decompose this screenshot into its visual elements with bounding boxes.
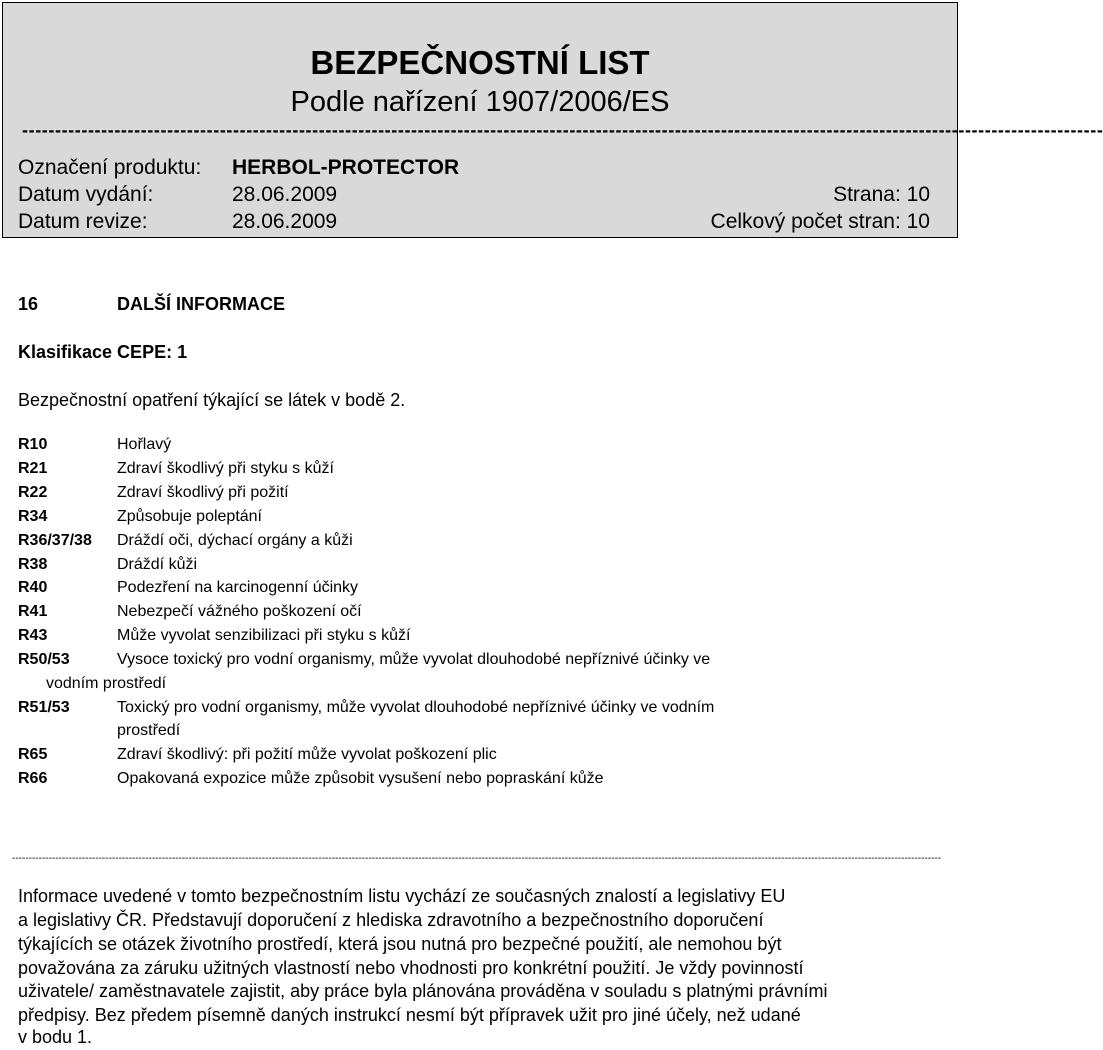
r-code: R38: [18, 556, 48, 573]
issue-date-label: Datum vydání:: [18, 183, 154, 206]
disclaimer-line: a legislativy ČR. Představují doporučení z hlediska zdravotního a bezpečnostního doporučení: [18, 910, 764, 930]
r-code: R21: [18, 460, 48, 477]
document-title: BEZPEČNOSTNÍ LIST: [310, 44, 650, 81]
r-description: Způsobuje poleptání: [117, 508, 262, 525]
issue-date: 28.06.2009: [232, 183, 338, 206]
section-number: 16: [18, 294, 39, 314]
page-number: Strana: 10: [833, 183, 930, 206]
r-code: R65: [18, 746, 48, 763]
r-description: Hořlavý: [117, 436, 172, 453]
r-code: R40: [18, 579, 48, 596]
r-description: Podezření na karcinogenní účinky: [117, 579, 359, 596]
section-title: DALŠÍ INFORMACE: [117, 294, 285, 314]
r-code: R43: [18, 627, 48, 644]
header-divider: --------------------------------------------------------------------------------------------------------------------------------------------------------------------: [22, 120, 1103, 140]
r-description: Opakovaná expozice může způsobit vysušení nebo popraskání kůže: [117, 770, 604, 787]
r-code: R10: [18, 436, 48, 453]
disclaimer-line: týkajících se otázek životního prostředí, která jsou nutná pro bezpečné použití, ale nemohou být: [18, 934, 782, 954]
r-description: Zdraví škodlivý při styku s kůží: [117, 460, 334, 477]
disclaimer-line: Informace uvedené v tomto bezpečnostním listu vychází ze současných znalostí a legislativy EU: [18, 886, 786, 906]
divider: ---------------------------------------------------------------------------------------------------------------------------------------------------------------------------------------------------------------------------------------------------------------------------------------: [12, 853, 942, 864]
r-code: R50/53: [18, 651, 70, 668]
total-pages: Celkový počet stran: 10: [710, 210, 930, 233]
r-description-continued: prostředí: [117, 722, 181, 739]
disclaimer-line: uživatele/ zaměstnavatele zajistit, aby práce byla plánována prováděna v souladu s platnými právními: [18, 981, 828, 1001]
r-description: Dráždí oči, dýchací orgány a kůži: [117, 532, 353, 549]
disclaimer-line: v bodu 1.: [18, 1027, 93, 1047]
r-description: Zdraví škodlivý při požití: [117, 484, 289, 501]
intro-text: Bezpečnostní opatření týkající se látek v bodě 2.: [18, 390, 406, 410]
document-subtitle: Podle nařízení 1907/2006/ES: [290, 86, 670, 118]
r-code: R22: [18, 484, 48, 501]
r-code: R34: [18, 508, 48, 525]
r-code: R36/37/38: [18, 532, 92, 549]
classification: Klasifikace CEPE: 1: [18, 342, 188, 362]
product-label: Označení produktu:: [18, 156, 202, 179]
r-code: R51/53: [18, 699, 70, 716]
revision-date: 28.06.2009: [232, 210, 338, 233]
r-description: Může vyvolat senzibilizaci při styku s kůží: [117, 627, 411, 644]
r-description-continued: vodním prostředí: [46, 675, 167, 692]
revision-date-label: Datum revize:: [18, 210, 148, 233]
r-description: Nebezpečí vážného poškození očí: [117, 603, 362, 620]
r-description: Dráždí kůži: [117, 556, 198, 573]
r-description: Zdraví škodlivý: při požití může vyvolat poškození plic: [117, 746, 497, 763]
r-code: R66: [18, 770, 48, 787]
disclaimer-line: považována za záruku užitných vlastností nebo vhodnosti pro konkrétní použití. Je vždy povinností: [18, 958, 804, 978]
disclaimer-line: předpisy. Bez předem písemně daných instrukcí nesmí být přípravek užit pro jiné účely, než udané: [18, 1005, 801, 1025]
r-description: Vysoce toxický pro vodní organismy, může vyvolat dlouhodobé nepříznivé účinky ve: [117, 651, 711, 668]
r-description: Toxický pro vodní organismy, může vyvolat dlouhodobé nepříznivé účinky ve vodním: [117, 699, 715, 716]
product-name: HERBOL-PROTECTOR: [232, 156, 460, 179]
r-code: R41: [18, 603, 48, 620]
